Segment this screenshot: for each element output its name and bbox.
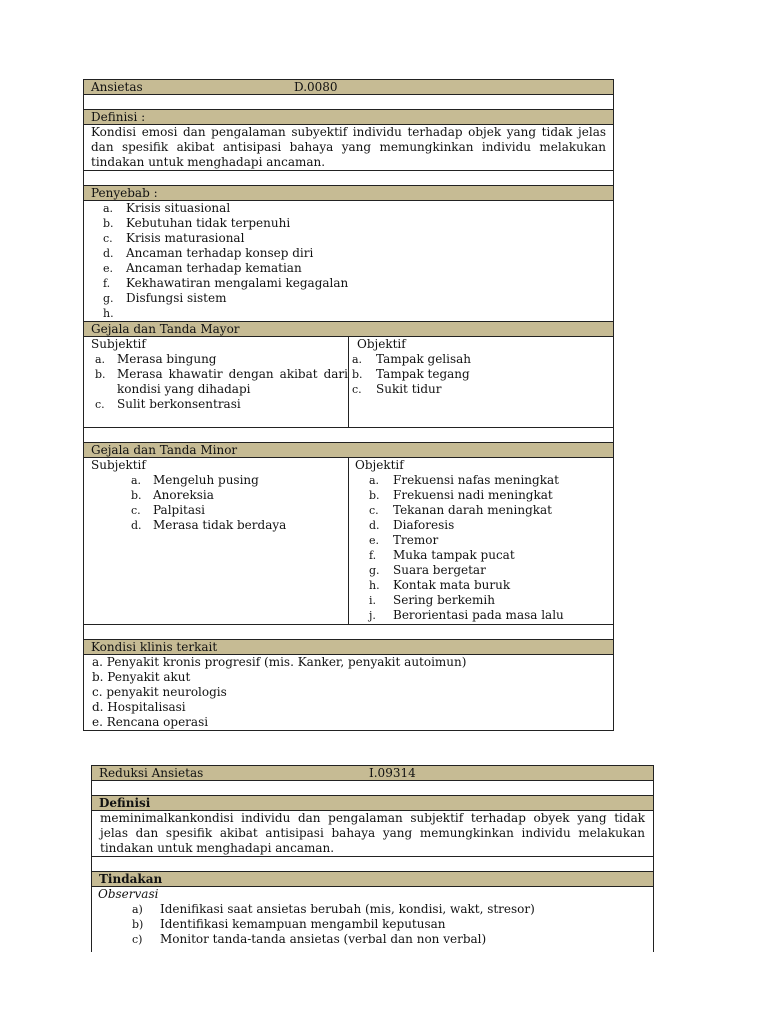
clinical-header <box>84 640 613 655</box>
list-marker: b) <box>132 918 144 931</box>
causes-label: Penyebab : <box>91 186 158 200</box>
list-item <box>84 276 613 291</box>
list-marker: c. <box>369 504 379 517</box>
list-item-text: Berorientasi pada masa lalu <box>393 608 564 622</box>
list-item-text: Ancaman terhadap kematian <box>126 261 302 275</box>
actions-header <box>92 872 653 887</box>
list-item <box>369 548 613 563</box>
list-item-text: Sukit tidur <box>376 382 442 396</box>
list-item <box>369 608 613 623</box>
diagnosis-table <box>83 79 614 731</box>
major-objective-col <box>349 337 613 427</box>
list-item <box>84 246 613 261</box>
minor-subjective-label: Subjektif <box>91 458 146 472</box>
list-item <box>131 488 348 503</box>
minor-objective-label: Objektif <box>355 458 404 472</box>
list-marker: c. <box>95 398 105 411</box>
list-marker: a. <box>131 474 142 487</box>
list-item-text: Identifikasi kemampuan mengambil keputusan <box>160 917 446 931</box>
list-item <box>369 473 613 488</box>
list-marker: d. <box>131 519 142 532</box>
list-item <box>369 488 613 503</box>
list-item <box>369 563 613 578</box>
list-item <box>369 503 613 518</box>
observation-list <box>98 902 647 947</box>
list-item-text: Palpitasi <box>153 503 206 517</box>
intervention-definition-header <box>92 796 653 811</box>
major-subjective-label: Subjektif <box>91 337 146 351</box>
list-item-text: Muka tampak pucat <box>393 548 515 562</box>
intervention-code: I.09314 <box>369 766 416 780</box>
list-item-text: Suara bergetar <box>393 563 486 577</box>
list-item <box>369 578 613 593</box>
list-item-text: Krisis situasional <box>126 201 231 215</box>
list-item-text: Ancaman terhadap konsep diri <box>126 246 314 260</box>
clinical-list <box>84 655 613 730</box>
list-item <box>84 216 613 231</box>
list-item-text: Frekuensi nadi meningkat <box>393 488 553 502</box>
list-item <box>352 382 613 397</box>
diagnosis-title-row <box>84 80 613 95</box>
clinical-item: c. penyakit neurologis <box>92 685 227 699</box>
list-marker: h. <box>103 307 114 320</box>
list-item-text: Diaforesis <box>393 518 455 532</box>
major-label: Gejala dan Tanda Mayor <box>91 322 240 336</box>
list-item <box>369 533 613 548</box>
list-item-text: Merasa tidak berdaya <box>153 518 287 532</box>
minor-objective-list <box>355 473 613 623</box>
list-item <box>91 352 348 367</box>
list-marker: b. <box>95 368 106 381</box>
list-marker: a) <box>132 903 143 916</box>
intervention-table <box>91 765 654 952</box>
definition-label: Definisi : <box>91 110 146 124</box>
list-marker: c) <box>132 933 143 946</box>
definition-header <box>84 110 613 125</box>
clinical-item: d. Hospitalisasi <box>92 700 186 714</box>
minor-label: Gejala dan Tanda Minor <box>91 443 238 457</box>
list-item-text: Sering berkemih <box>393 593 495 607</box>
list-item <box>84 291 613 306</box>
list-marker: a. <box>95 353 106 366</box>
list-item-text: Disfungsi sistem <box>126 291 227 305</box>
diagnosis-code: D.0080 <box>294 80 338 94</box>
list-item <box>369 593 613 608</box>
list-marker: b. <box>131 489 142 502</box>
list-item-text: Frekuensi nafas meningkat <box>393 473 559 487</box>
list-item <box>84 231 613 246</box>
intervention-definition-text: meminimalkankondisi individu dan pengalaman subjektif terhadap obyek yang tidak jelas dan spesifik akibat antisipasi bahaya yang memungkinkan individu melakukan tindakan untuk menghadapi ancaman. <box>92 811 653 857</box>
list-item <box>131 518 348 533</box>
list-item-text: Monitor tanda-tanda ansietas (verbal dan non verbal) <box>160 932 487 946</box>
list-item-text: Idenifikasi saat ansietas berubah (mis, kondisi, wakt, stresor) <box>160 902 535 916</box>
list-item-text: Kebutuhan tidak terpenuhi <box>126 216 291 230</box>
intervention-title: Reduksi Ansietas <box>99 766 204 780</box>
actions-body <box>92 887 653 952</box>
list-marker: b. <box>369 489 380 502</box>
list-item <box>91 397 348 412</box>
major-header <box>84 322 613 337</box>
minor-objective-col <box>349 458 613 624</box>
list-item <box>132 917 647 932</box>
list-marker: d. <box>103 247 114 260</box>
list-marker: d. <box>369 519 380 532</box>
list-marker: b. <box>103 217 114 230</box>
list-marker: e. <box>103 262 114 275</box>
list-item-text: Anoreksia <box>153 488 214 502</box>
major-objective-list <box>352 352 613 397</box>
list-item-text: Kontak mata buruk <box>393 578 511 592</box>
list-item-text: Tampak gelisah <box>376 352 472 366</box>
spacer-row <box>84 95 613 110</box>
clinical-item: a. Penyakit kronis progresif (mis. Kanker, penyakit autoimun) <box>92 655 467 669</box>
list-marker: g. <box>369 564 380 577</box>
major-objective-label: Objektif <box>357 337 406 351</box>
list-item-text <box>84 306 613 321</box>
list-marker: i. <box>369 594 377 607</box>
list-item-text: Krisis maturasional <box>126 231 245 245</box>
list-item <box>369 518 613 533</box>
causes-list <box>84 201 613 321</box>
list-item-text: Tekanan darah meningkat <box>393 503 552 517</box>
causes-header <box>84 186 613 201</box>
list-item <box>352 352 613 367</box>
minor-subjective-col <box>84 458 349 624</box>
intervention-definition-label: Definisi <box>99 796 151 810</box>
spacer-row <box>92 857 653 872</box>
list-item <box>132 902 647 917</box>
list-item <box>84 306 613 321</box>
major-subjective-col <box>84 337 349 427</box>
list-item-text: Merasa bingung <box>117 352 217 366</box>
major-subjective-list <box>91 352 348 412</box>
list-item-text: Mengeluh pusing <box>153 473 259 487</box>
list-marker: c. <box>131 504 141 517</box>
causes-list-row <box>84 201 613 322</box>
list-item <box>91 367 348 397</box>
list-item <box>352 367 613 382</box>
list-item <box>132 932 647 947</box>
definition-text: Kondisi emosi dan pengalaman subyektif individu terhadap objek yang tidak jelas dan spesifik akibat antisipasi bahaya yang memungkinkan individu melakukan tindakan untuk menghadapi ancaman. <box>84 125 613 171</box>
list-marker: f. <box>369 549 377 562</box>
list-item <box>131 503 348 518</box>
clinical-label: Kondisi klinis terkait <box>91 640 218 654</box>
minor-subjective-list <box>91 473 348 533</box>
list-marker: c. <box>103 232 113 245</box>
observation-label: Observasi <box>98 887 159 901</box>
list-marker: a. <box>352 353 363 366</box>
spacer-row <box>84 171 613 186</box>
list-marker: j. <box>369 609 376 622</box>
intervention-title-row <box>92 766 653 781</box>
clinical-item: b. Penyakit akut <box>92 670 191 684</box>
list-marker: a. <box>103 202 114 215</box>
list-item <box>84 261 613 276</box>
diagnosis-title: Ansietas <box>91 80 143 94</box>
list-item-text: Tremor <box>393 533 439 547</box>
list-marker: e. <box>369 534 380 547</box>
list-marker: g. <box>103 292 114 305</box>
list-item-text: Tampak tegang <box>376 367 470 381</box>
actions-label: Tindakan <box>99 872 163 886</box>
minor-split <box>84 458 613 625</box>
minor-header <box>84 443 613 458</box>
list-item <box>84 201 613 216</box>
list-marker: h. <box>369 579 380 592</box>
list-item-text: Sulit berkonsentrasi <box>117 397 241 411</box>
list-marker: a. <box>369 474 380 487</box>
major-split <box>84 337 613 428</box>
spacer-row <box>84 428 613 443</box>
list-marker: b. <box>352 368 363 381</box>
clinical-item: e. Rencana operasi <box>92 715 209 729</box>
spacer-row <box>92 781 653 796</box>
list-item-text: Merasa khawatir dengan akibat dari kondisi yang dihadapi <box>117 367 348 396</box>
list-item <box>131 473 348 488</box>
list-marker: f. <box>103 277 111 290</box>
list-item-text: Kekhawatiran mengalami kegagalan <box>126 276 349 290</box>
spacer-row <box>84 625 613 640</box>
list-marker: c. <box>352 383 362 396</box>
